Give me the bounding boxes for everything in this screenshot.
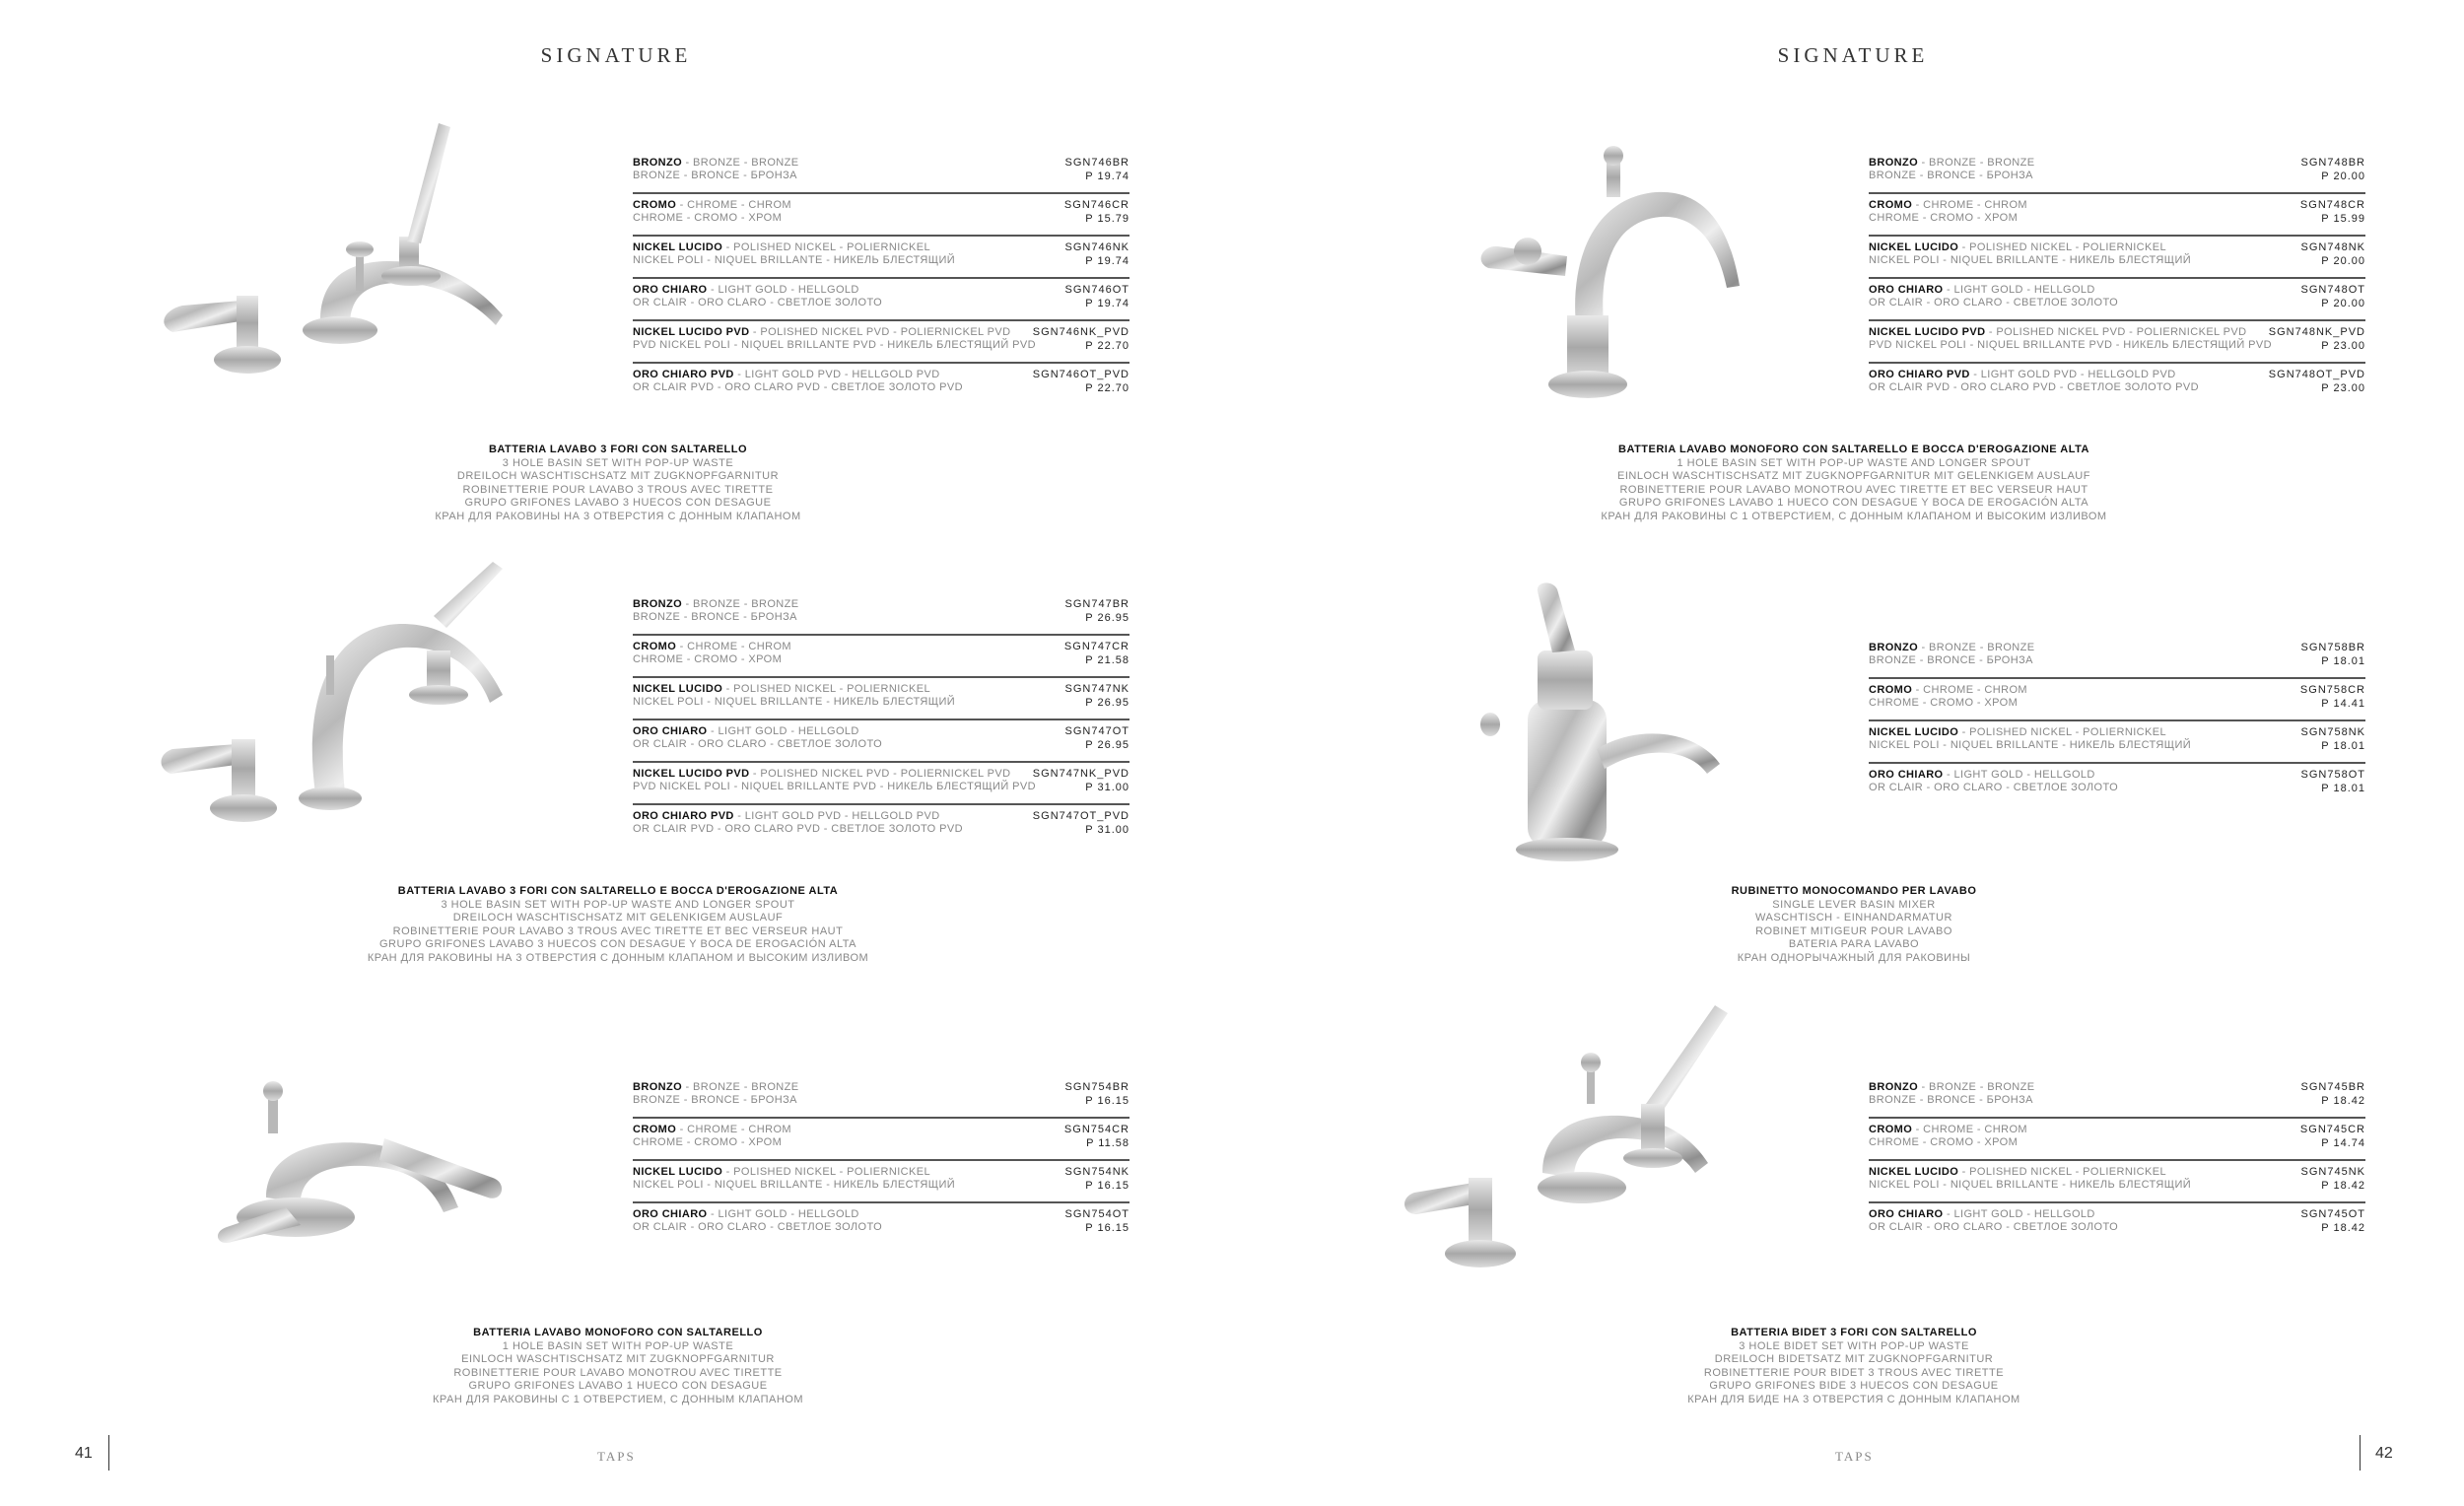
product-price: P 11.58 xyxy=(1086,1137,1129,1149)
product-price: P 22.70 xyxy=(1085,340,1129,352)
product-code: SGN746BR xyxy=(1064,157,1129,169)
table-row: NICKEL LUCIDO - POLISHED NICKEL - POLIERNICKEL NICKEL POLI - NIQUEL BRILLANTE - НИКЕЛЬ БЛЕСТЯЩИЙ SGN754NK P 16.15 xyxy=(633,1159,1129,1201)
product-code: SGN746OT_PVD xyxy=(1032,369,1129,380)
table-row: CROMO - CHROME - CHROM CHROME - CROMO - ХРОМ SGN746CR P 15.79 xyxy=(633,192,1129,235)
table-row: ORO CHIARO PVD - LIGHT GOLD PVD - HELLGOLD PVD OR CLAIR PVD - ORO CLARO PVD - СВЕТЛОЕ ЗОЛОТО PVD SGN748OT_PVD P 23.00 xyxy=(1869,362,2365,404)
product-price: P 19.74 xyxy=(1085,171,1129,182)
table-row: ORO CHIARO - LIGHT GOLD - HELLGOLD OR CLAIR - ORO CLARO - СВЕТЛОЕ ЗОЛОТО SGN754OT P 16.15 xyxy=(633,1201,1129,1244)
table-row: BRONZO - BRONZE - BRONZE BRONZE - BRONCE - БРОНЗА SGN746BR P 19.74 xyxy=(633,157,1129,182)
product-code: SGN748OT_PVD xyxy=(2268,369,2365,380)
product-caption: RUBINETTO MONOCOMANDO PER LAVABO SINGLE LEVER BASIN MIXER WASCHTISCH - EINHANDARMATUR ROBINET MITIGEUR POUR LAVABO BATERIA PARA LAVABO КРАН ОДНОРЫЧАЖНЫЙ ДЛЯ РАКОВИНЫ xyxy=(1731,885,1977,964)
page-number-left: 41 xyxy=(75,1445,93,1462)
table-row: NICKEL LUCIDO - POLISHED NICKEL - POLIERNICKEL NICKEL POLI - NIQUEL BRILLANTE - НИКЕЛЬ БЛЕСТЯЩИЙ SGN745NK P 18.42 xyxy=(1869,1159,2365,1201)
table-row: NICKEL LUCIDO PVD - POLISHED NICKEL PVD - POLIERNICKEL PVD PVD NICKEL POLI - NIQUEL BRILLANTE PVD - НИКЕЛЬ БЛЕСТЯЩИЙ PVD SGN747NK_PVD P 31.00 xyxy=(633,761,1129,803)
table-row: BRONZO - BRONZE - BRONZE BRONZE - BRONCE - БРОНЗА SGN758BR P 18.01 xyxy=(1869,642,2365,667)
bidet-set-image xyxy=(1395,995,1769,1301)
product-price: P 18.01 xyxy=(2321,783,2365,794)
table-row: NICKEL LUCIDO - POLISHED NICKEL - POLIERNICKEL NICKEL POLI - NIQUEL BRILLANTE - НИКЕЛЬ БЛЕСТЯЩИЙ SGN748NK P 20.00 xyxy=(1869,235,2365,277)
product-price: P 18.42 xyxy=(2321,1095,2365,1107)
table-row: ORO CHIARO - LIGHT GOLD - HELLGOLD OR CLAIR - ORO CLARO - СВЕТЛОЕ ЗОЛОТО SGN745OT P 18.42 xyxy=(1869,1201,2365,1244)
table-row: CROMO - CHROME - CHROM CHROME - CROMO - ХРОМ SGN745CR P 14.74 xyxy=(1869,1117,2365,1159)
faucet-single-lever-image xyxy=(1469,582,1764,867)
table-row: NICKEL LUCIDO - POLISHED NICKEL - POLIERNICKEL NICKEL POLI - NIQUEL BRILLANTE - НИКЕЛЬ БЛЕСТЯЩИЙ SGN758NK P 18.01 xyxy=(1869,719,2365,762)
product-code: SGN748NK xyxy=(2300,241,2365,253)
product-code: SGN747NK_PVD xyxy=(1032,768,1129,780)
table-row: NICKEL LUCIDO PVD - POLISHED NICKEL PVD - POLIERNICKEL PVD PVD NICKEL POLI - NIQUEL BRILLANTE PVD - НИКЕЛЬ БЛЕСТЯЩИЙ PVD SGN748NK_PVD P 23.00 xyxy=(1869,319,2365,362)
table-row: ORO CHIARO - LIGHT GOLD - HELLGOLD OR CLAIR - ORO CLARO - СВЕТЛОЕ ЗОЛОТО SGN746OT P 19.74 xyxy=(633,277,1129,319)
table-row: NICKEL LUCIDO - POLISHED NICKEL - POLIERNICKEL NICKEL POLI - NIQUEL BRILLANTE - НИКЕЛЬ БЛЕСТЯЩИЙ SGN747NK P 26.95 xyxy=(633,676,1129,719)
finish-table xyxy=(633,593,1129,846)
product-code: SGN748BR xyxy=(2300,157,2365,169)
product-code: SGN754CR xyxy=(1063,1124,1129,1135)
page-number-right: 42 xyxy=(2375,1445,2393,1462)
product-code: SGN747BR xyxy=(1064,598,1129,610)
table-row: NICKEL LUCIDO - POLISHED NICKEL - POLIERNICKEL NICKEL POLI - NIQUEL BRILLANTE - НИКЕЛЬ БЛЕСТЯЩИЙ SGN746NK P 19.74 xyxy=(633,235,1129,277)
faucet-monoblock-image xyxy=(1459,138,1754,414)
product-price: P 23.00 xyxy=(2321,382,2365,394)
product-price: P 15.99 xyxy=(2321,213,2365,225)
product-caption: BATTERIA LAVABO 3 FORI CON SALTARELLO E BOCCA D'EROGAZIONE ALTA 3 HOLE BASIN SET WITH POP-UP WASTE AND LONGER SPOUT DREILOCH WASCHTISCHSATZ MIT GELENKIGEM AUSLAUF ROBINETTERIE POUR LAVABO 3 TROUS AVEC TIRETTE ET BEC VERSEUR HAUT GRUPO GRIFONES LAVABO 3 HUECOS CON DESAGUE Y BOCA DE EROGACIÓN ALTA КРАН ДЛЯ РАКОВИНЫ НА 3 ОТВЕРСТИЯ С ДОННЫМ КЛАПАНОМ И ВЫСОКИМ ИЗЛИВОМ xyxy=(367,885,869,964)
table-row: CROMO - CHROME - CHROM CHROME - CROMO - ХРОМ SGN748CR P 15.99 xyxy=(1869,192,2365,235)
table-row: ORO CHIARO - LIGHT GOLD - HELLGOLD OR CLAIR - ORO CLARO - СВЕТЛОЕ ЗОЛОТО SGN747OT P 26.95 xyxy=(633,719,1129,761)
product-caption: BATTERIA LAVABO MONOFORO CON SALTARELLO 1 HOLE BASIN SET WITH POP-UP WASTE EINLOCH WASCHTISCHSATZ MIT ZUGKNOPFGARNITUR ROBINETTERIE POUR LAVABO MONOTROU AVEC TIRETTE GRUPO GRIFONES LAVABO 1 HUECO CON DESAGUE КРАН ДЛЯ РАКОВИНЫ С 1 ОТВЕРСТИЕМ, С ДОННЫМ КЛАПАНОМ xyxy=(432,1327,804,1405)
table-row: CROMO - CHROME - CHROM CHROME - CROMO - ХРОМ SGN747CR P 21.58 xyxy=(633,634,1129,676)
product-price: P 19.74 xyxy=(1085,298,1129,309)
page-header-left: SIGNATURE xyxy=(540,43,692,67)
faucet-3-hole-image xyxy=(153,113,567,429)
product-price: P 26.95 xyxy=(1085,697,1129,709)
table-row: NICKEL LUCIDO PVD - POLISHED NICKEL PVD - POLIERNICKEL PVD PVD NICKEL POLI - NIQUEL BRILLANTE PVD - НИКЕЛЬ БЛЕСТЯЩИЙ PVD SGN746NK_PVD P 22.70 xyxy=(633,319,1129,362)
table-row: BRONZO - BRONZE - BRONZE BRONZE - BRONCE - БРОНЗА SGN747BR P 26.95 xyxy=(633,598,1129,624)
product-code: SGN748OT xyxy=(2300,284,2365,296)
product-code: SGN754OT xyxy=(1064,1208,1129,1220)
product-price: P 20.00 xyxy=(2321,255,2365,267)
product-price: P 16.15 xyxy=(1085,1180,1129,1192)
product-price: P 14.41 xyxy=(2321,698,2365,710)
product-code: SGN745NK xyxy=(2300,1166,2365,1178)
section-label-left: TAPS xyxy=(597,1449,636,1464)
product-code: SGN758BR xyxy=(2300,642,2365,653)
divider xyxy=(108,1435,109,1471)
product-price: P 31.00 xyxy=(1085,824,1129,836)
product-code: SGN748CR xyxy=(2299,199,2365,211)
table-row: ORO CHIARO - LIGHT GOLD - HELLGOLD OR CLAIR - ORO CLARO - СВЕТЛОЕ ЗОЛОТО SGN758OT P 18.01 xyxy=(1869,762,2365,804)
product-price: P 19.74 xyxy=(1085,255,1129,267)
faucet-3-hole-high-spout-image xyxy=(153,557,547,872)
product-price: P 31.00 xyxy=(1085,782,1129,793)
section-label-right: TAPS xyxy=(1835,1449,1874,1464)
product-code: SGN746NK xyxy=(1064,241,1129,253)
product-code: SGN747OT xyxy=(1064,725,1129,737)
product-price: P 14.74 xyxy=(2321,1137,2365,1149)
product-code: SGN747NK xyxy=(1064,683,1129,695)
product-price: P 18.01 xyxy=(2321,655,2365,667)
product-code: SGN758OT xyxy=(2300,769,2365,781)
product-code: SGN745OT xyxy=(2300,1208,2365,1220)
product-price: P 18.42 xyxy=(2321,1222,2365,1234)
product-code: SGN746OT xyxy=(1064,284,1129,296)
product-price: P 26.95 xyxy=(1085,739,1129,751)
table-row: ORO CHIARO PVD - LIGHT GOLD PVD - HELLGOLD PVD OR CLAIR PVD - ORO CLARO PVD - СВЕТЛОЕ ЗОЛОТО PVD SGN746OT_PVD P 22.70 xyxy=(633,362,1129,404)
product-price: P 18.01 xyxy=(2321,740,2365,752)
product-price: P 16.15 xyxy=(1085,1222,1129,1234)
divider xyxy=(2360,1435,2361,1471)
product-caption: BATTERIA LAVABO 3 FORI CON SALTARELLO 3 HOLE BASIN SET WITH POP-UP WASTE DREILOCH WASCHTISCHSATZ MIT ZUGKNOPFGARNITUR ROBINETTERIE POUR LAVABO 3 TROUS AVEC TIRETTE GRUPO GRIFONES LAVABO 3 HUECOS CON DESAGUE КРАН ДЛЯ РАКОВИНЫ НА 3 ОТВЕРСТИЯ С ДОННЫМ КЛАПАНОМ xyxy=(435,444,801,522)
product-code: SGN747CR xyxy=(1063,641,1129,652)
product-price: P 20.00 xyxy=(2321,171,2365,182)
product-code: SGN745CR xyxy=(2299,1124,2365,1135)
finish-table xyxy=(1869,637,2365,804)
finish-table xyxy=(1869,152,2365,404)
product-price: P 21.58 xyxy=(1085,654,1129,666)
product-code: SGN754NK xyxy=(1064,1166,1129,1178)
table-row: CROMO - CHROME - CHROM CHROME - CROMO - ХРОМ SGN754CR P 11.58 xyxy=(633,1117,1129,1159)
product-price: P 15.79 xyxy=(1085,213,1129,225)
table-row: BRONZO - BRONZE - BRONZE BRONZE - BRONCE - БРОНЗА SGN745BR P 18.42 xyxy=(1869,1081,2365,1107)
table-row: ORO CHIARO PVD - LIGHT GOLD PVD - HELLGOLD PVD OR CLAIR PVD - ORO CLARO PVD - СВЕТЛОЕ ЗОЛОТО PVD SGN747OT_PVD P 31.00 xyxy=(633,803,1129,846)
product-price: P 20.00 xyxy=(2321,298,2365,309)
product-price: P 16.15 xyxy=(1085,1095,1129,1107)
product-caption: BATTERIA LAVABO MONOFORO CON SALTARELLO E BOCCA D'EROGAZIONE ALTA 1 HOLE BASIN SET WITH POP-UP WASTE AND LONGER SPOUT EINLOCH WASCHTISCHSATZ MIT ZUGKNOPFGARNITUR MIT GELENKIGEM AUSLAUF ROBINETTERIE POUR LAVABO MONOTROU AVEC TIRETTE ET BEC VERSEUR HAUT GRUPO GRIFONES LAVABO 1 HUECO CON DESAGUE Y BOCA DE EROGACIÓN ALTA КРАН ДЛЯ РАКОВИНЫ С 1 ОТВЕРСТИЕМ, С ДОННЫМ КЛАПАНОМ И ВЫСОКИМ ИЗЛИВОМ xyxy=(1601,444,2107,522)
product-code: SGN747OT_PVD xyxy=(1032,810,1129,822)
product-code: SGN745BR xyxy=(2300,1081,2365,1093)
finish-table xyxy=(633,1076,1129,1244)
product-price: P 18.42 xyxy=(2321,1180,2365,1192)
table-row: BRONZO - BRONZE - BRONZE BRONZE - BRONCE - БРОНЗА SGN754BR P 16.15 xyxy=(633,1081,1129,1107)
table-row: BRONZO - BRONZE - BRONZE BRONZE - BRONCE - БРОНЗА SGN748BR P 20.00 xyxy=(1869,157,2365,182)
faucet-monoblock-low-image xyxy=(207,1069,522,1266)
table-row: ORO CHIARO - LIGHT GOLD - HELLGOLD OR CLAIR - ORO CLARO - СВЕТЛОЕ ЗОЛОТО SGN748OT P 20.00 xyxy=(1869,277,2365,319)
product-price: P 23.00 xyxy=(2321,340,2365,352)
product-code: SGN758NK xyxy=(2300,726,2365,738)
product-code: SGN746NK_PVD xyxy=(1032,326,1129,338)
product-code: SGN754BR xyxy=(1064,1081,1129,1093)
finish-table xyxy=(1869,1076,2365,1244)
finish-table xyxy=(633,152,1129,404)
product-code: SGN748NK_PVD xyxy=(2268,326,2365,338)
product-price: P 22.70 xyxy=(1085,382,1129,394)
page-header-right: SIGNATURE xyxy=(1777,43,1929,67)
product-caption: BATTERIA BIDET 3 FORI CON SALTARELLO 3 HOLE BIDET SET WITH POP-UP WASTE DREILOCH BIDETSATZ MIT ZUGKNOPFGARNITUR ROBINETTERIE POUR BIDET 3 TROUS AVEC TIRETTE GRUPO GRIFONES BIDE 3 HUECOS CON DESAGUE КРАН ДЛЯ БИДЕ НА 3 ОТВЕРСТИЯ С ДОННЫМ КЛАПАНОМ xyxy=(1687,1327,2020,1405)
product-code: SGN758CR xyxy=(2299,684,2365,696)
product-price: P 26.95 xyxy=(1085,612,1129,624)
table-row: CROMO - CHROME - CHROM CHROME - CROMO - ХРОМ SGN758CR P 14.41 xyxy=(1869,677,2365,719)
product-code: SGN746CR xyxy=(1063,199,1129,211)
